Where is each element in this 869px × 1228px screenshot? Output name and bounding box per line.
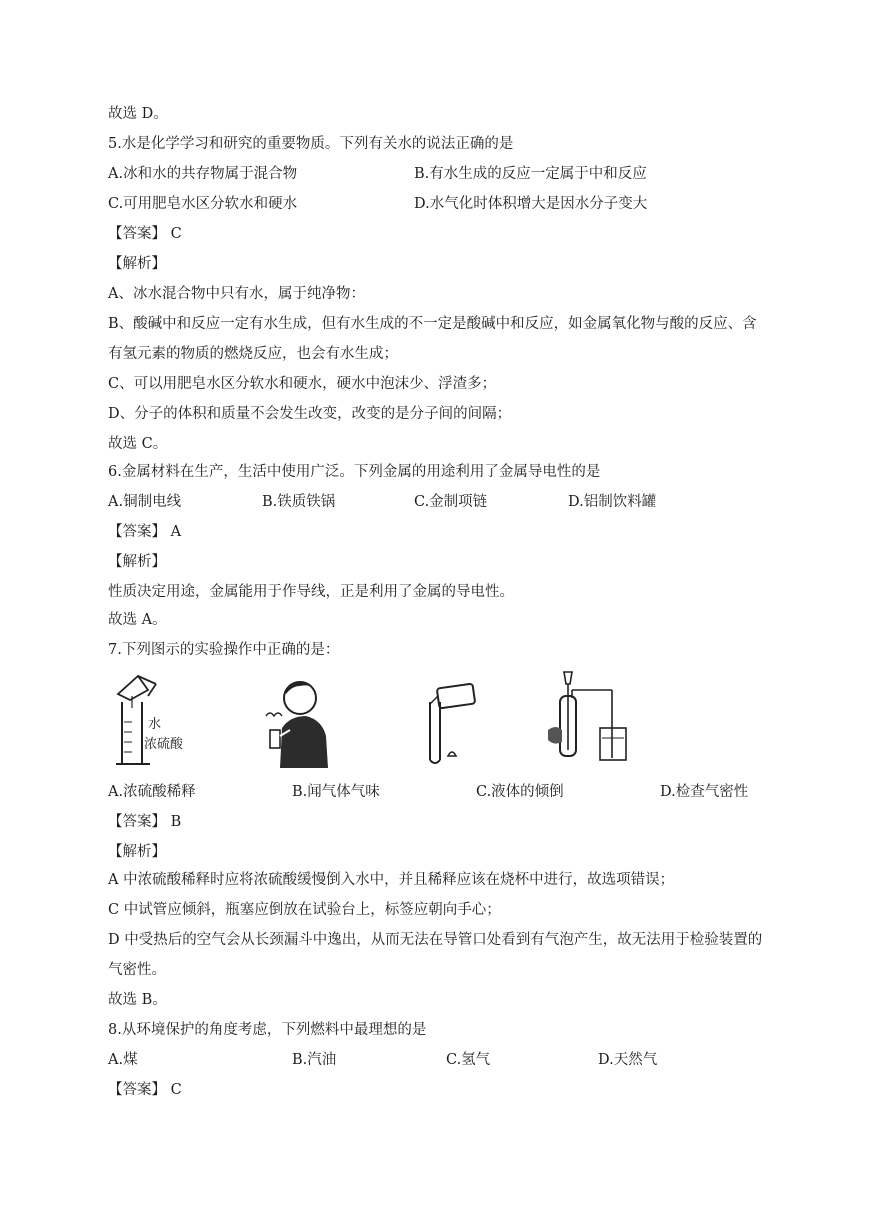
q5-analysis-heading: 【解析】 [108, 256, 166, 272]
q6-selection: 故选 A。 [108, 612, 167, 628]
q5-explain-d: D、分子的体积和质量不会发生改变，改变的是分子间的间隔； [108, 406, 512, 422]
figure-dilution-label-water: 水 [148, 717, 162, 732]
q6-stem: 6.金属材料在生产，生活中使用广泛。下列金属的用途利用了金属导电性的是 [108, 464, 601, 480]
prev-selection: 故选 D。 [108, 106, 168, 122]
q5-answer: 【答案】 C [108, 226, 182, 242]
q5-option-b: B.有水生成的反应一定属于中和反应 [414, 166, 647, 182]
q7-option-a: A.浓硫酸稀释 [108, 784, 196, 800]
q5-explain-b1: B、酸碱中和反应一定有水生成，但有水生成的不一定是酸碱中和反应，如金属氧化物与酸的反应、含 [108, 316, 757, 332]
q8-option-d: D.天然气 [598, 1052, 658, 1068]
q7-option-d: D.检查气密性 [660, 784, 749, 800]
q5-stem: 5.水是化学学习和研究的重要物质。下列有关水的说法正确的是 [108, 136, 514, 152]
q8-option-c: C.氢气 [446, 1052, 491, 1068]
q5-explain-c: C、可以用肥皂水区分软水和硬水，硬水中泡沫少、浮渣多； [108, 376, 497, 392]
q5-option-c: C.可用肥皂水区分软水和硬水 [108, 196, 298, 212]
q5-option-d: D.水气化时体积增大是因水分子变大 [414, 196, 648, 212]
q6-answer: 【答案】 A [108, 524, 182, 540]
q7-explain-d2: 气密性。 [108, 962, 166, 978]
q7-explain-c: C 中试管应倾斜，瓶塞应倒放在试验台上，标签应朝向手心； [108, 902, 501, 918]
q6-option-b: B.铁质铁锅 [262, 494, 336, 510]
q6-explain: 性质决定用途，金属能用于作导线，正是利用了金属的导电性。 [108, 584, 514, 600]
q5-option-a: A.冰和水的共存物属于混合物 [108, 166, 298, 182]
q8-stem: 8.从环境保护的角度考虑，下列燃料中最理想的是 [108, 1022, 427, 1038]
q6-option-d: D.铝制饮料罐 [568, 494, 657, 510]
q7-answer: 【答案】 B [108, 814, 182, 830]
q5-explain-a: A、冰水混合物中只有水，属于纯净物： [108, 286, 365, 302]
q8-option-a: A.煤 [108, 1052, 138, 1068]
q6-analysis-heading: 【解析】 [108, 554, 166, 570]
figure-airtight [548, 668, 668, 768]
figure-dilution [112, 672, 212, 768]
figure-smelling [256, 676, 336, 768]
q7-selection: 故选 B。 [108, 992, 167, 1008]
q6-option-c: C.金制项链 [414, 494, 488, 510]
q8-answer: 【答案】 C [108, 1082, 182, 1098]
q8-option-b: B.汽油 [292, 1052, 337, 1068]
figure-dilution-label-acid: 浓硫酸 [144, 737, 184, 752]
q7-analysis-heading: 【解析】 [108, 844, 166, 860]
q7-explain-a: A 中浓硫酸稀释时应将浓硫酸缓慢倒入水中，并且稀释应该在烧杯中进行，故选项错误； [108, 872, 675, 888]
q7-explain-d1: D 中受热后的空气会从长颈漏斗中逸出，从而无法在导管口处看到有气泡产生，故无法用于检验装置的 [108, 932, 763, 948]
q7-option-c: C.液体的倾倒 [476, 784, 564, 800]
q7-stem: 7.下列图示的实验操作中正确的是： [108, 642, 340, 658]
q6-option-a: A.铜制电线 [108, 494, 182, 510]
q5-explain-b2: 有氢元素的物质的燃烧反应，也会有水生成； [108, 346, 398, 362]
q5-selection: 故选 C。 [108, 436, 168, 452]
figure-pouring [408, 672, 488, 768]
q7-option-b: B.闻气体气味 [292, 784, 380, 800]
